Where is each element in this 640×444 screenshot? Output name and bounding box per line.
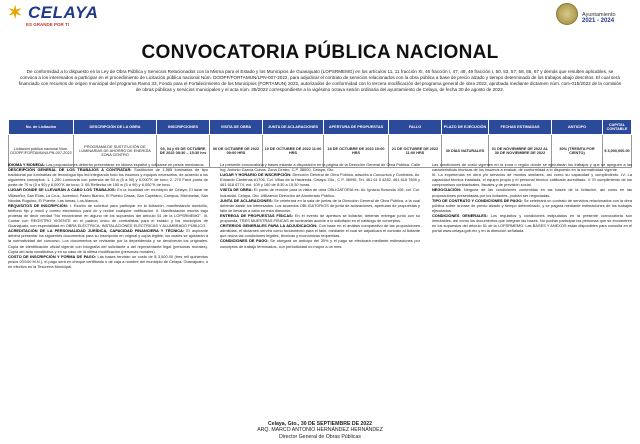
section-heading: ACREDITACIÓN DE LA PERSONALIDAD JURÍDICA, CAPACIDAD FINANCIERA Y TÉCNICA: <box>8 228 185 234</box>
column-paragraph <box>220 198 420 213</box>
table-cell: 21 DE OCTUBRE DE 2022 11:00 HRS <box>389 135 442 168</box>
table-cell: 10 DE OCTUBRE DE 2022 11:00 HRS <box>263 135 324 168</box>
column-paragraph <box>8 228 208 253</box>
section-text: Ninguna de las condiciones contenidas en las bases de la licitación, así como en las proposiciones presentadas por los licitantes, podrán ser negociadas. <box>432 187 632 198</box>
section-text: El punto de reunión para la visita de obra OBLIGATORIA es: Av. Ignacio Borunda 106, col. Col. Industrial, Celaya, Gto. Utilizando Dirección de Alumbrado Público. <box>220 187 420 198</box>
table-header: DESCRIPCIÓN DE LA OBRA <box>74 120 157 135</box>
section-heading: CRITERIOS GENERALES PARA LA ADJUDICACIÓN: <box>220 223 318 229</box>
section-heading: TIPO DE CONTRATO Y CONDICIONES DE PAGO: <box>432 197 523 203</box>
section-text: En el evento de apertura se licitarán, deberán entregar junto con su propuesta, TRES MUESTRAS FÍSICAS de luminarias acorde a lo solicitado en el catálogo de conceptos. <box>220 212 420 224</box>
celaya-logo <box>8 4 98 27</box>
section-text: Se otorgará un anticipo del 30% y el pago se efectuará mediante estimaciones por conceptos de trabajo terminados, con periodicidad no mayor a un mes. <box>220 238 420 249</box>
table-cell: 18 DE OCTUBRE DE 2022 10:00 HRS <box>324 135 389 168</box>
column-paragraph <box>220 223 420 238</box>
column-paragraph <box>8 254 208 269</box>
table-cell: $ 3,000,000.00 <box>603 135 632 168</box>
table-cell: 30% (TREINTA POR CIENTO) <box>552 135 603 168</box>
column-1 <box>8 162 208 414</box>
signatory-name: ARQ. MARCO ANTONIO HERNÁNDEZ HERNÁNDEZ <box>257 427 383 434</box>
column-paragraph <box>432 198 632 213</box>
section-text: Se celebrará en la sala de juntas de la Dirección General de Obra Pública, a la cual deberán asistir los interesados. Los acuerdos OBLIGATORIOS de junta de aclaraciones, aperturas de propuestas y fallo se llevarán a cabo en esta dirección. <box>220 197 420 213</box>
signatory-position: Director General de Obras Públicas <box>279 433 361 440</box>
section-heading: CONDICIONES DE PAGO: <box>220 238 269 244</box>
body-columns <box>8 162 632 414</box>
column-paragraph <box>432 187 632 197</box>
section-heading: COSTO DE INSCRIPCIÓN Y FORMA DE PAGO: <box>8 253 97 259</box>
table-header: JUNTA DE ACLARACIONES <box>263 120 324 135</box>
table-cell: PROGRAMA DE SUSTITUCIÓN DE LUMINARIAS DE AHORRO DE ENERGÍA ZONA CENTRO <box>74 135 157 168</box>
table-header: No. de Licitación <box>9 120 74 135</box>
column-paragraph <box>432 172 632 187</box>
section-heading: IDIOMA Y MONEDA: <box>8 162 46 167</box>
section-heading: NEGOCIACIÓN: <box>432 187 462 193</box>
column-paragraph <box>220 187 420 197</box>
section-heading: DESCRIPCIÓN GENERAL DE LOS TRABAJOS A CONTRATAR: <box>8 167 132 173</box>
table-header: FALLO <box>389 120 442 135</box>
table-header: PLAZO DE EJECUCIÓN <box>442 120 489 135</box>
column-paragraph <box>8 187 208 202</box>
table-cell: 01 DE NOVIEMBRE DE 2022 AL 30 DE NOVIEMBRE DE 2022 <box>489 135 552 168</box>
section-heading: CONDICIONES GENERALES: <box>432 212 488 218</box>
column-paragraph <box>8 203 208 228</box>
section-text: Las condiciones de costo vigentes en la zona o región donde se ejecutarán los trabajos y que se apeguen a las características técnicas de los insumos a evaluar, de conformidad a lo dispuesto en la normatividad vigente. <box>432 162 632 173</box>
column-paragraph <box>220 238 420 248</box>
table-header: VISITA DE OBRA <box>210 120 263 135</box>
column-paragraph <box>220 213 420 223</box>
section-text: Dirección General de Obra Pública, adscrita a Concursos y Contratos, Av. Eduardo Cárdenas #1706, Col. Villas de la Hacienda, Celaya, Gto., C.P. 38095, Tel. 461 61 5 4282, 461 618 7809 y 461 618 6774, ext. 109 y 160 de 8:30 a 15:30 horas. <box>220 172 420 188</box>
section-text: Con base en el análisis comparativo de las proposiciones admitidas, el dictamen servirá como fundamento para el fallo, mediante el cual se adjudicará el contrato al licitante que reúna las condiciones legales, técnicas y económicas requeridas. <box>220 223 420 239</box>
table-cell: 06 DE OCTUBRE DE 2022 09:00 HRS <box>210 135 263 168</box>
section-text: Se celebrará un contrato de servicios relacionados con la obra pública sobre la base de precio alzado y tiempo determinado, y se pagará mediante estimaciones de los trabajos ejecutados. <box>432 197 632 213</box>
section-text: Sustitución de 1,585 luminarias de tipo tradicional por luminarias de tecnología tipo led integrando todo los insumos y equipos necesarios, de acuerdo a los siguientes conceptos: 1. 1,250 Luminaria con potencia de 50 w (5 a 90) y 6,000°K de tono; 2. 270 Farol punta de poste de 70 w (5 a 90) y 6,000°K de tono; 3. 65 Reflector de 150 w (5 a 90) y 6,000°K de tono. <box>8 167 208 188</box>
section-text: El aspirante deberá presentar los siguientes documentos para su inscripción en original y copia legible, los cuales se ajustarán a la normatividad del concurso. Los documentos se revisarán por la dependencia y se devolverán los originales. Copia de identificación oficial vigente con fotografía del solicitante o del representante legal (personas morales). Copia del acta constitutiva y en su caso de la última modificación (personas morales). <box>8 228 208 254</box>
section-text: Los requisitos y condiciones estipulados en la presente convocatoria son inmutables, así como los documentos que integran las bases. No podrán participar las personas que se encuentren en los supuestos del artículo 51 de la LOPSRMEMG. Las BASES Y ANEXOS están disponibles para consulta en el portal www.celaya.gob.mx y en la dirección señalada. <box>432 212 632 234</box>
logo-text: CELAYA <box>27 3 99 22</box>
logo-tagline: ES GRANDE POR TI <box>26 22 70 27</box>
section-heading: ENTREGA DE PROPUESTAS FÍSICAS: <box>220 212 294 218</box>
section-heading: LUGAR Y HORARIO DE INSCRIPCIÓN: <box>220 172 292 178</box>
table-header: ANTICIPO <box>552 120 603 135</box>
section-text: III. La experiencia en obra y/o servicios de montos similares, así como su capacidad y cumplimiento. IV. La capacidad técnica instalada, el equipo propio y el personal técnico calificado acreditado. V. El cumplimiento de los compromisos contractuales, fiscales y de previsión social. <box>432 172 632 188</box>
column-paragraph <box>8 167 208 187</box>
column-2 <box>220 162 420 414</box>
page-title: CONVOCATORIA PÚBLICA NACIONAL <box>141 42 499 63</box>
column-paragraph <box>432 162 632 172</box>
section-heading: LUGAR DONDE SE LLEVARÁN A CABO LOS TRABAJOS: <box>8 187 116 193</box>
column-paragraph <box>220 172 420 187</box>
table-cell: 03, 04 y 05 DE OCTUBRE DE 2022 08:30 – 15:30 hrs <box>157 135 210 168</box>
section-text: Las proposiciones deberán presentarse en idioma español y cotizarse en pesos mexicanos. <box>46 162 205 167</box>
section-heading: JUNTA DE ACLARACIONES: <box>220 197 273 203</box>
table-cell: Licitación pública nacional Núm. DOOPF/FORTAMUN/LPN-007-2022 <box>9 135 74 168</box>
section-heading: REQUISITOS DE INSCRIPCIÓN: <box>8 202 68 208</box>
ayuntamiento-text: Ayuntamiento <box>582 12 616 18</box>
table-header-row <box>9 120 632 135</box>
column-paragraph <box>432 213 632 233</box>
ayuntamiento-label <box>582 12 616 24</box>
table-header: CAPITAL CONTABLE <box>603 120 632 135</box>
section-text: En la localidad de: municipio de Celaya, El lazar de Villaseñor, San Elías, La Cruz, Juventud, Paseo Blanco, El Puesto Casas, San Cayetano, Campos, Michinelas, San Nicolás Ruguino, El Puente, Las lomas, Los Alamos. <box>8 187 208 203</box>
section-text: Las bases tendrán un costo de $ 3,500.00 (tres mil quinientos pesos 00/100 M.N.), el pago será en cheque certificado o de caja a nombre del municipio de Celaya, Guanajuato, o en efectivo en la Tesorería Municipal. <box>8 253 208 269</box>
section-heading: VISITA DE OBRA: <box>220 187 253 193</box>
section-text: I. Escrito de solicitud para participar en la licitación, manifestando domicilio, teléfono fijo y móvil y correo electrónico para oír y recibir cualquier notificación. II. Manifestación escrita bajo protesta de decir verdad "No encontrarse en alguno de los supuestos del artículo 51 de la LOPSRMEMG". III. Contar con REGISTRO VIGENTE en el padrón único de contratistas para el estado y los municipios de Guanajuato, con especialidad en OBRA ELÉCTRICA, INSTALACIONES ELÉCTRICAS Y ALUMBRADO PÚBLICO. <box>8 202 208 229</box>
licitation-table <box>8 119 632 168</box>
period-text: 2021 - 2024 <box>582 18 615 24</box>
star-icon: ✶ <box>8 3 23 22</box>
section-text: La presente convocatoria y bases estarán a disposición en la página de la Dirección General de Obra Pública. Calle Ing. Antonio García Cubas, Zona Centro, C.P. 38000, Celaya, Gto. <box>220 162 420 173</box>
table-header: FECHAS ESTIMADAS <box>489 120 552 135</box>
table-cell: 30 DÍAS NATURALES <box>442 135 489 168</box>
column-paragraph <box>220 162 420 172</box>
table-header: APERTURA DE PROPUESTAS <box>324 120 389 135</box>
header <box>0 0 640 34</box>
column-3 <box>432 162 632 414</box>
footer-date: Celaya, Gto., 30 DE SEPTIEMBRE DE 2022 <box>267 421 373 427</box>
table-header: INSCRIPCIONES <box>157 120 210 135</box>
footer <box>0 421 640 440</box>
intro-paragraph: De conformidad a lo dispuesto en la Ley de Obra Pública y Servicios Relacionados con la Misma para el Estado y los Municipios de Guanajuato (LOPSRMEMG) en los artículos 11, 11 fracción XI, 46 fracción I, 47, 48, 49 fracción I, 50, 53, 57, 58, 65, 67 y demás que resulten aplicables, se convoca a los interesados a participar en el procedimiento de Licitación pública nacional Núm. DOOPF/FORTAMUN/LPN-007-2022, para adjudicar el contrato de servicios relacionados con la obra pública a base de precio alzado y tiempo determinado de los trabajos abajo descritos. El cual será financiado con recursos de origen municipal del programa Ramo 33, Fondo para el Fortalecimiento de los Municipios (FORTAMUN) 2022, autorizados de conformidad con lo tercera modificación del programa general de obra 2022, aprobada mediante dictamen núm. com-015/2022 de la comisión de obras públicas y servicios municipales y el acta núm. 35/2022 correspondiente a la vigésimo octava sesión ordinaria del ayuntamiento de Celaya, de fecha 30 de agosto de 2022. <box>18 69 622 93</box>
municipal-seal-icon <box>556 3 578 25</box>
